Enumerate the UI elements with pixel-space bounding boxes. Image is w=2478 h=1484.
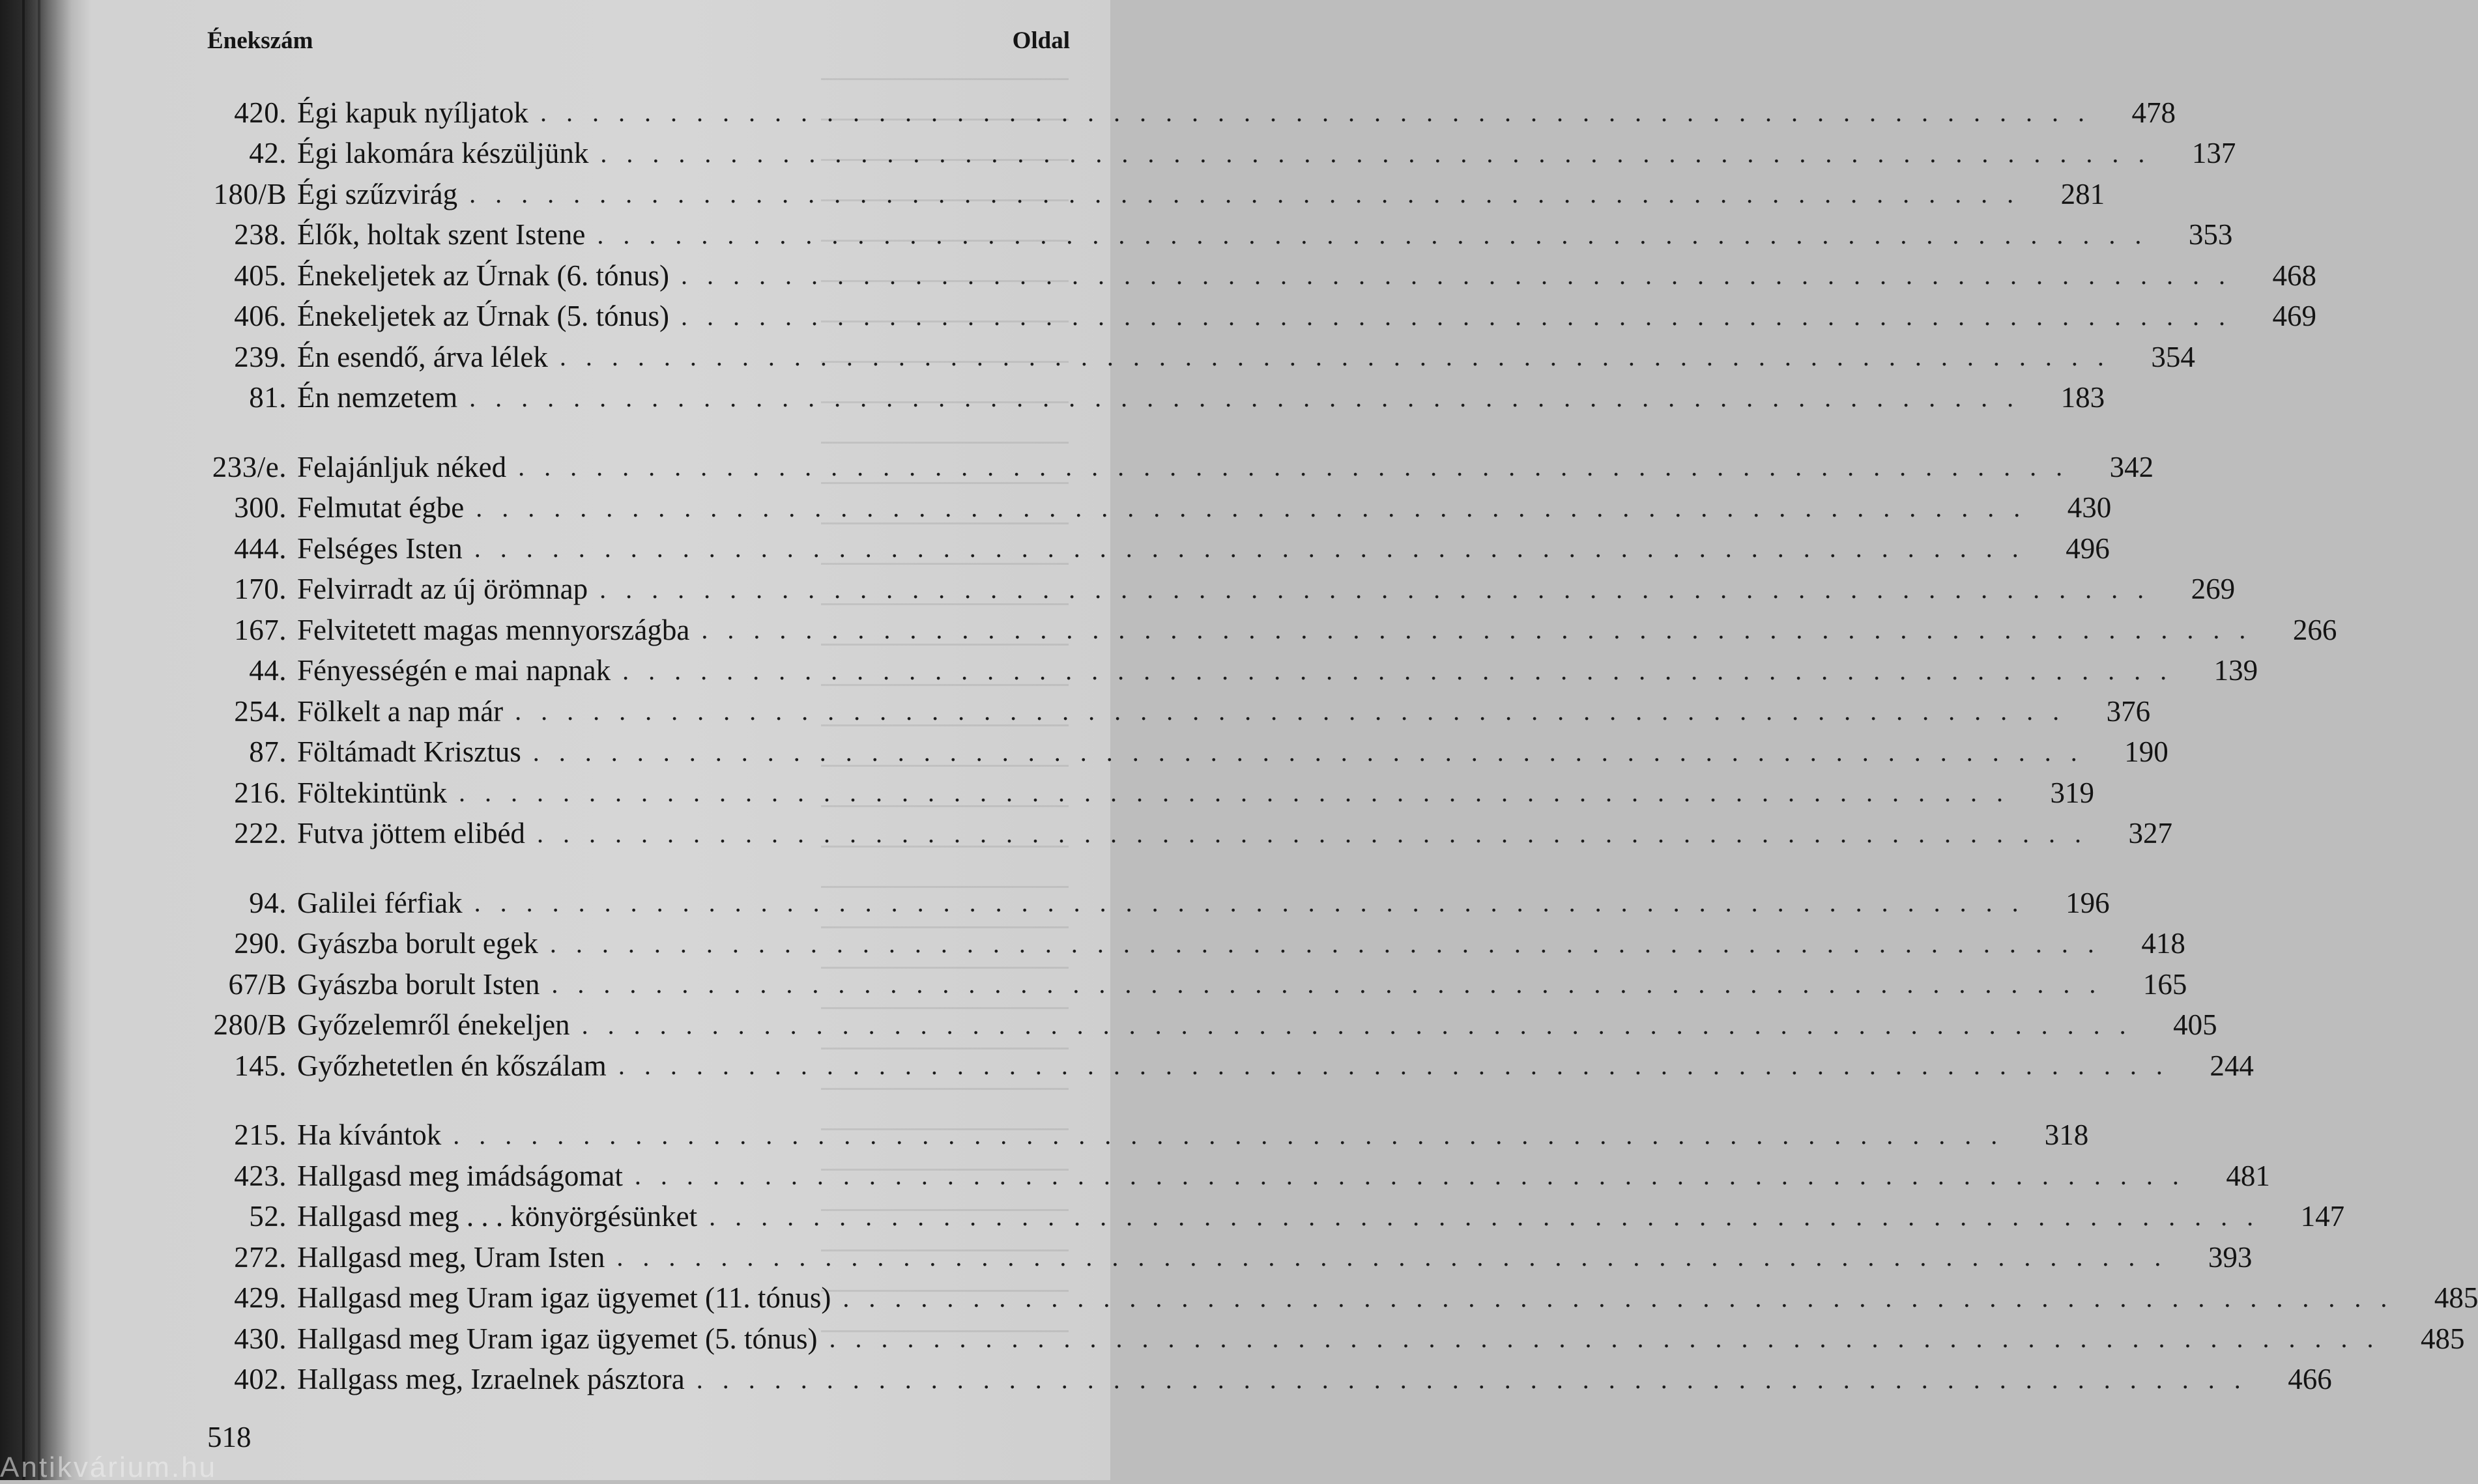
song-page-number: 165 xyxy=(2142,967,2187,1001)
song-number: 81. xyxy=(249,381,287,414)
song-title: Hallgasd meg . . . könyörgésünket xyxy=(297,1200,698,1233)
song-page-number: 468 xyxy=(2272,259,2317,292)
song-title: Ha kívántok xyxy=(297,1119,442,1152)
song-number: 272. xyxy=(234,1240,287,1274)
song-title: Én esendő, árva lélek xyxy=(297,340,548,373)
song-page-number: 430 xyxy=(2067,491,2112,524)
index-header xyxy=(207,23,1070,57)
index-entry xyxy=(195,447,2154,488)
dot-leader: . . . . . . . . . . . . . . . . . . . . . . . . . . . . . . . . . . . . . . . . . . . . . . . . . . . . . . . . . . . . xyxy=(469,179,2021,209)
song-number: 239. xyxy=(234,340,287,373)
index-entry xyxy=(195,1360,2332,1401)
song-page-number: 393 xyxy=(2208,1240,2253,1274)
dot-leader: . . . . . . . . . . . . . . . . . . . . . . . . . . . . . . . . . . . . . . . . . . . . . . . . . . . . . . . . . . . . xyxy=(681,261,2232,291)
song-number: 429. xyxy=(234,1281,287,1315)
song-page-number: 327 xyxy=(2128,817,2172,850)
song-number: 87. xyxy=(249,735,287,769)
song-number: 430. xyxy=(234,1322,287,1355)
song-number: 406. xyxy=(234,300,287,333)
song-page-number: 496 xyxy=(2066,532,2110,565)
index-entry xyxy=(195,378,2105,419)
index-entry xyxy=(195,1197,2345,1238)
song-index-list xyxy=(195,93,2478,1429)
song-title: Égi kapuk nyíljatok xyxy=(297,96,528,129)
song-page-number: 353 xyxy=(2188,218,2233,251)
index-entry xyxy=(195,215,2233,256)
song-number: 170. xyxy=(234,573,287,606)
song-number: 44. xyxy=(249,654,287,687)
index-entry xyxy=(195,93,2176,134)
song-number: 215. xyxy=(234,1119,287,1152)
index-entry xyxy=(195,610,2337,651)
song-page-number: 269 xyxy=(2191,573,2236,606)
index-entry xyxy=(195,732,2168,773)
dot-leader: . . . . . . . . . . . . . . . . . . . . . . . . . . . . . . . . . . . . . . . . . . . . . . . . . . . . . . . . . . . . xyxy=(696,1364,2247,1394)
index-entry xyxy=(195,1156,2270,1197)
dot-leader: . . . . . . . . . . . . . . . . . . . . . . . . . . . . . . . . . . . . . . . . . . . . . . . . . . . . . . . . . . . . xyxy=(618,1051,2169,1081)
spine-edge xyxy=(22,0,25,1480)
song-number: 238. xyxy=(234,218,287,251)
song-page-number: 418 xyxy=(2141,927,2185,960)
song-page-number: 405 xyxy=(2173,1008,2217,1042)
song-page-number: 266 xyxy=(2292,613,2337,646)
song-title: Gyászba borult Isten xyxy=(297,967,540,1001)
song-number: 233/e. xyxy=(212,450,287,483)
index-entry xyxy=(195,924,2185,965)
song-number: 216. xyxy=(234,776,287,809)
dot-leader: . . . . . . . . . . . . . . . . . . . . . . . . . . . . . . . . . . . . . . . . . . . . . . . . . . . . . . . . . . . . xyxy=(551,969,2103,999)
watermark: Antikvárium.hu xyxy=(0,1451,218,1483)
song-number: 52. xyxy=(249,1200,287,1233)
song-title: Felvitetett magas mennyországba xyxy=(297,613,690,646)
dot-leader: . . . . . . . . . . . . . . . . . . . . . . . . . . . . . . . . . . . . . . . . . . . . . . . . . . . . . . . . . . . . xyxy=(709,1201,2260,1231)
song-title: Felvirradt az új örömnap xyxy=(297,573,588,606)
dot-leader: . . . . . . . . . . . . . . . . . . . . . . . . . . . . . . . . . . . . . . . . . . . . . . . . . . . . . . . . . . . . xyxy=(459,778,2010,808)
song-page-number: 342 xyxy=(2109,450,2154,483)
dot-leader: . . . . . . . . . . . . . . . . . . . . . . . . . . . . . . . . . . . . . . . . . . . . . . . . . . . . . . . . . . . . xyxy=(600,138,2152,168)
index-entry xyxy=(195,1278,2478,1319)
song-title: Fölkelt a nap már xyxy=(297,694,504,728)
index-group xyxy=(195,93,2317,418)
song-number: 222. xyxy=(234,817,287,850)
dot-leader: . . . . . . . . . . . . . . . . . . . . . . . . . . . . . . . . . . . . . . . . . . . . . . . . . . . . . . . . . . . . xyxy=(540,98,2091,128)
song-number: 167. xyxy=(234,613,287,646)
song-title: Fényességén e mai napnak xyxy=(297,654,611,687)
index-entry xyxy=(195,134,2236,175)
song-page-number: 190 xyxy=(2124,735,2168,769)
dot-leader: . . . . . . . . . . . . . . . . . . . . . . . . . . . . . . . . . . . . . . . . . . . . . . . . . . . . . . . . . . . . xyxy=(469,382,2021,412)
song-number: 67/B xyxy=(228,967,287,1001)
dot-leader: . . . . . . . . . . . . . . . . . . . . . . . . . . . . . . . . . . . . . . . . . . . . . . . . . . . . . . . . . . . . xyxy=(599,574,2151,604)
song-number: 180/B xyxy=(213,177,287,210)
dot-leader: . . . . . . . . . . . . . . . . . . . . . . . . . . . . . . . . . . . . . . . . . . . . . . . . . . . . . . . . . . . . xyxy=(597,220,2148,250)
index-entry xyxy=(195,883,2110,924)
song-page-number: 244 xyxy=(2210,1049,2254,1082)
dot-leader: . . . . . . . . . . . . . . . . . . . . . . . . . . . . . . . . . . . . . . . . . . . . . . . . . . . . . . . . . . . . xyxy=(536,818,2088,848)
song-page-number: 376 xyxy=(2106,694,2151,728)
song-title: Felséges Isten xyxy=(297,532,463,565)
dot-leader: . . . . . . . . . . . . . . . . . . . . . . . . . . . . . . . . . . . . . . . . . . . . . . . . . . . . . . . . . . . . xyxy=(622,655,2174,685)
song-title: Hallgasd meg Uram igaz ügyemet (11. tónus) xyxy=(297,1281,831,1315)
dot-leader: . . . . . . . . . . . . . . . . . . . . . . . . . . . . . . . . . . . . . . . . . . . . . . . . . . . . . . . . . . . . xyxy=(843,1283,2394,1313)
song-page-number: 137 xyxy=(2191,137,2236,170)
song-title: Föltekintünk xyxy=(297,776,448,809)
song-number: 423. xyxy=(234,1159,287,1192)
index-entry xyxy=(195,964,2187,1005)
page-heading: Oldal xyxy=(1012,27,1070,54)
dot-leader: . . . . . . . . . . . . . . . . . . . . . . . . . . . . . . . . . . . . . . . . . . . . . . . . . . . . . . . . . . . . xyxy=(559,342,2111,372)
index-group xyxy=(195,447,2337,854)
song-number: 290. xyxy=(234,927,287,960)
index-entry xyxy=(195,1115,2089,1156)
dot-leader: . . . . . . . . . . . . . . . . . . . . . . . . . . . . . . . . . . . . . . . . . . . . . . . . . . . . . . . . . . . . xyxy=(518,452,2069,482)
song-title: Élők, holtak szent Istene xyxy=(297,218,586,251)
song-title: Égi szűzvirág xyxy=(297,177,458,210)
song-title: Égi lakomára készüljünk xyxy=(297,137,589,170)
song-page-number: 478 xyxy=(2131,96,2176,129)
song-number: 145. xyxy=(234,1049,287,1082)
index-entry xyxy=(195,337,2195,378)
dot-leader: . . . . . . . . . . . . . . . . . . . . . . . . . . . . . . . . . . . . . . . . . . . . . . . . . . . . . . . . . . . . xyxy=(549,928,2101,958)
dot-leader: . . . . . . . . . . . . . . . . . . . . . . . . . . . . . . . . . . . . . . . . . . . . . . . . . . . . . . . . . . . . xyxy=(829,1324,2380,1354)
song-title: Énekeljetek az Úrnak (5. tónus) xyxy=(297,300,670,333)
index-entry xyxy=(195,528,2110,569)
dot-leader: . . . . . . . . . . . . . . . . . . . . . . . . . . . . . . . . . . . . . . . . . . . . . . . . . . . . . . . . . . . . xyxy=(701,615,2253,645)
dot-leader: . . . . . . . . . . . . . . . . . . . . . . . . . . . . . . . . . . . . . . . . . . . . . . . . . . . . . . . . . . . . xyxy=(581,1010,2133,1040)
song-number-heading: Énekszám xyxy=(207,27,313,54)
index-entry xyxy=(195,691,2151,732)
song-title: Hallgass meg, Izraelnek pásztora xyxy=(297,1363,685,1396)
song-number: 280/B xyxy=(213,1008,287,1042)
song-page-number: 469 xyxy=(2272,300,2317,333)
song-title: Galilei férfiak xyxy=(297,886,463,919)
index-entry xyxy=(195,174,2105,215)
dot-leader: . . . . . . . . . . . . . . . . . . . . . . . . . . . . . . . . . . . . . . . . . . . . . . . . . . . . . . . . . . . . xyxy=(681,301,2232,331)
song-number: 300. xyxy=(234,491,287,524)
dot-leader: . . . . . . . . . . . . . . . . . . . . . . . . . . . . . . . . . . . . . . . . . . . . . . . . . . . . . . . . . . . . xyxy=(453,1120,2004,1150)
song-title: Felmutat égbe xyxy=(297,491,465,524)
song-page-number: 319 xyxy=(2050,776,2095,809)
dot-leader: . . . . . . . . . . . . . . . . . . . . . . . . . . . . . . . . . . . . . . . . . . . . . . . . . . . . . . . . . . . . xyxy=(616,1242,2168,1272)
dot-leader: . . . . . . . . . . . . . . . . . . . . . . . . . . . . . . . . . . . . . . . . . . . . . . . . . . . . . . . . . . . . xyxy=(532,737,2084,767)
index-entry xyxy=(195,1237,2253,1278)
index-entry xyxy=(195,1046,2254,1087)
dot-leader: . . . . . . . . . . . . . . . . . . . . . . . . . . . . . . . . . . . . . . . . . . . . . . . . . . . . . . . . . . . . xyxy=(515,696,2066,726)
index-entry xyxy=(195,1319,2465,1360)
index-entry xyxy=(195,255,2317,296)
song-number: 420. xyxy=(234,96,287,129)
song-number: 402. xyxy=(234,1363,287,1396)
song-title: Felajánljuk néked xyxy=(297,450,507,483)
song-number: 254. xyxy=(234,694,287,728)
index-entry xyxy=(195,773,2095,814)
song-title: Győzelemről énekeljen xyxy=(297,1008,570,1042)
song-page-number: 196 xyxy=(2066,886,2110,919)
song-page-number: 481 xyxy=(2226,1159,2270,1192)
song-page-number: 147 xyxy=(2300,1200,2345,1233)
dot-leader: . . . . . . . . . . . . . . . . . . . . . . . . . . . . . . . . . . . . . . . . . . . . . . . . . . . . . . . . . . . . xyxy=(476,492,2027,522)
song-page-number: 183 xyxy=(2060,381,2105,414)
song-title: Futva jöttem elibéd xyxy=(297,817,525,850)
song-number: 42. xyxy=(249,137,287,170)
page-number: 518 xyxy=(207,1421,252,1453)
index-entry xyxy=(195,1005,2217,1046)
index-entry xyxy=(195,814,2172,855)
dot-leader: . . . . . . . . . . . . . . . . . . . . . . . . . . . . . . . . . . . . . . . . . . . . . . . . . . . . . . . . . . . . xyxy=(474,888,2025,918)
song-page-number: 354 xyxy=(2151,340,2195,373)
song-number: 94. xyxy=(249,886,287,919)
song-title: Gyászba borult egek xyxy=(297,927,538,960)
song-title: Én nemzetem xyxy=(297,381,458,414)
song-page-number: 139 xyxy=(2213,654,2258,687)
song-page-number: 318 xyxy=(2044,1119,2089,1152)
song-number: 444. xyxy=(234,532,287,565)
song-number: 405. xyxy=(234,259,287,292)
index-entry xyxy=(195,488,2112,529)
song-title: Hallgasd meg, Uram Isten xyxy=(297,1240,605,1274)
index-group xyxy=(195,883,2254,1087)
song-page-number: 485 xyxy=(2434,1281,2478,1315)
index-entry xyxy=(195,296,2317,337)
song-title: Győzhetetlen én kőszálam xyxy=(297,1049,607,1082)
song-title: Énekeljetek az Úrnak (6. tónus) xyxy=(297,259,670,292)
song-title: Hallgasd meg Uram igaz ügyemet (5. tónus) xyxy=(297,1322,818,1355)
song-page-number: 466 xyxy=(2288,1363,2332,1396)
index-entry xyxy=(195,651,2258,692)
song-page-number: 281 xyxy=(2060,177,2105,210)
index-entry xyxy=(195,569,2236,610)
index-group xyxy=(195,1115,2478,1401)
song-title: Föltámadt Krisztus xyxy=(297,735,521,769)
dot-leader: . . . . . . . . . . . . . . . . . . . . . . . . . . . . . . . . . . . . . . . . . . . . . . . . . . . . . . . . . . . . xyxy=(634,1161,2185,1191)
song-page-number: 485 xyxy=(2421,1322,2465,1355)
spine-edge xyxy=(38,0,40,1480)
dot-leader: . . . . . . . . . . . . . . . . . . . . . . . . . . . . . . . . . . . . . . . . . . . . . . . . . . . . . . . . . . . . xyxy=(474,534,2025,564)
song-title: Hallgasd meg imádságomat xyxy=(297,1159,623,1192)
